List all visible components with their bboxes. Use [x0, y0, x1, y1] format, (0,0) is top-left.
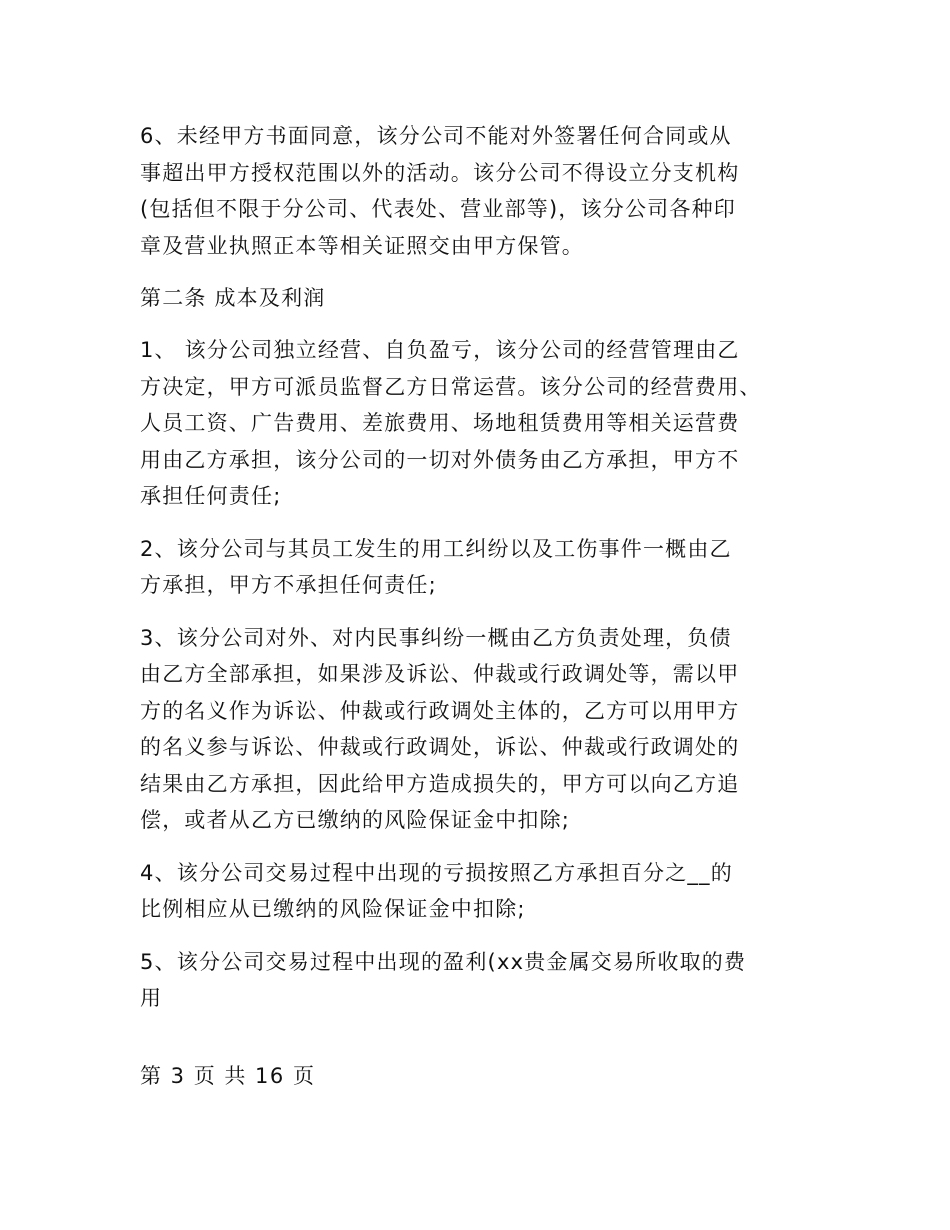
- text-line: 章及营业执照正本等相关证照交由甲方保管。: [140, 233, 584, 258]
- text-line: 承担任何责任;: [140, 484, 282, 508]
- text-line: 6、未经甲方书面同意，该分公司不能对外签署任何合同或从: [140, 124, 732, 148]
- text-line: 1、 该分公司独立经营、自负盈亏，该分公司的经营管理由乙: [140, 338, 740, 362]
- text-line: 3、该分公司对外、对内民事纠纷一概由乙方负责处理，负债: [140, 625, 732, 650]
- text-line: 事超出甲方授权范围以外的活动。该分公司不得设立分支机构: [140, 160, 740, 185]
- page-indicator: 第 3 页 共 16 页: [140, 1064, 316, 1088]
- text-line: 方决定，甲方可派员监督乙方日常运营。该分公司的经营费用、: [140, 374, 762, 399]
- text-line: 偿，或者从乙方已缴纳的风险保证金中扣除;: [140, 808, 571, 832]
- article-2-title: 第二条 成本及利润: [140, 286, 326, 310]
- text-line: 用: [140, 986, 163, 1010]
- item-4: [140, 855, 830, 928]
- text-line: 用由乙方承担，该分公司的一切对外债务由乙方承担，甲方不: [140, 447, 740, 472]
- text-line: (包括但不限于分公司、代表处、营业部等)，该分公司各种印: [140, 197, 736, 221]
- document-body: [140, 118, 830, 1033]
- text-line: 结果由乙方承担，因此给甲方造成损失的，甲方可以向乙方追: [140, 771, 740, 796]
- text-line: 方的名义作为诉讼、仲裁或行政调处主体的，乙方可以用甲方: [140, 698, 740, 723]
- text-line: 人员工资、广告费用、差旅费用、场地租赁费用等相关运营费: [140, 411, 740, 435]
- text-line: 的名义参与诉讼、仲裁或行政调处，诉讼、仲裁或行政调处的: [140, 735, 740, 759]
- paragraph-6: [140, 118, 830, 264]
- text-line: 2、该分公司与其员工发生的用工纠纷以及工伤事件一概由乙: [140, 536, 732, 561]
- text-line: 4、该分公司交易过程中出现的亏损按照乙方承担百分之__的: [140, 860, 733, 885]
- text-line: 比例相应从已缴纳的风险保证金中扣除;: [140, 897, 526, 921]
- text-line: 5、该分公司交易过程中出现的盈利(xx贵金属交易所收取的费: [140, 949, 747, 974]
- text-line: 由乙方全部承担，如果涉及诉讼、仲裁或行政调处等，需以甲: [140, 662, 740, 686]
- item-5: [140, 944, 830, 1017]
- item-2: [140, 531, 830, 604]
- item-3: [140, 620, 830, 839]
- text-line: 方承担，甲方不承担任何责任;: [140, 573, 437, 597]
- item-1: [140, 332, 830, 515]
